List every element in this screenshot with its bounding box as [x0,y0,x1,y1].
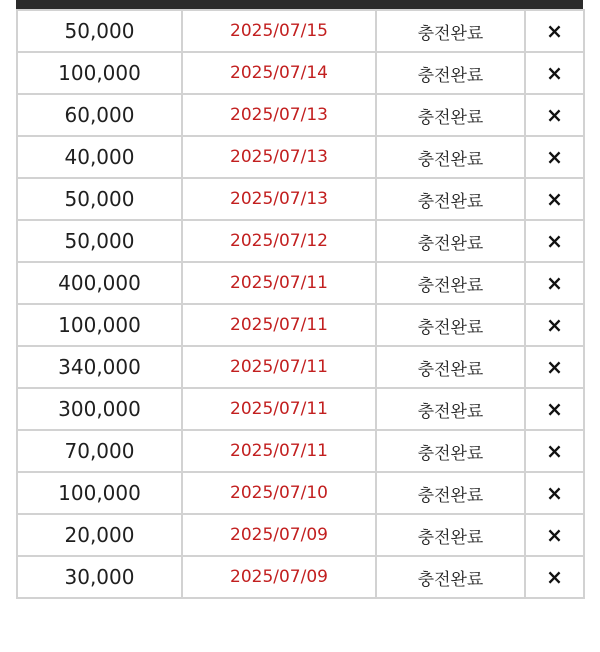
status-cell: 충전완료 [376,346,525,388]
date-cell: 2025/07/11 [182,346,376,388]
table-row [17,556,584,598]
status-cell: 충전완료 [376,262,525,304]
amount-cell: 50,000 [17,10,182,52]
delete-button[interactable] [525,10,584,52]
delete-button[interactable] [525,94,584,136]
delete-button[interactable] [525,304,584,346]
amount-cell: 300,000 [17,388,182,430]
date-cell: 2025/07/12 [182,220,376,262]
delete-button[interactable] [525,178,584,220]
date-cell: 2025/07/14 [182,52,376,94]
date-cell: 2025/07/13 [182,94,376,136]
charge-history-body [17,10,584,598]
delete-button[interactable] [525,430,584,472]
amount-cell: 100,000 [17,52,182,94]
table-row [17,94,584,136]
amount-cell: 30,000 [17,556,182,598]
delete-button[interactable] [525,262,584,304]
status-cell: 충전완료 [376,430,525,472]
date-cell: 2025/07/13 [182,136,376,178]
delete-button[interactable] [525,388,584,430]
close-icon: × [546,19,563,43]
table-row [17,430,584,472]
amount-cell: 340,000 [17,346,182,388]
close-icon: × [546,439,563,463]
table-row [17,220,584,262]
delete-button[interactable] [525,136,584,178]
delete-button[interactable] [525,472,584,514]
date-cell: 2025/07/13 [182,178,376,220]
amount-cell: 100,000 [17,472,182,514]
status-cell: 충전완료 [376,514,525,556]
close-icon: × [546,103,563,127]
status-cell: 충전완료 [376,94,525,136]
table-row [17,388,584,430]
table-row [17,514,584,556]
date-cell: 2025/07/11 [182,262,376,304]
close-icon: × [546,397,563,421]
charge-history-table [16,9,585,599]
status-cell: 충전완료 [376,136,525,178]
table-row [17,10,584,52]
delete-button[interactable] [525,220,584,262]
status-cell: 충전완료 [376,178,525,220]
status-cell: 충전완료 [376,10,525,52]
delete-button[interactable] [525,346,584,388]
table-row [17,304,584,346]
status-cell: 충전완료 [376,472,525,514]
date-cell: 2025/07/11 [182,430,376,472]
table-row [17,472,584,514]
amount-cell: 20,000 [17,514,182,556]
amount-cell: 70,000 [17,430,182,472]
close-icon: × [546,145,563,169]
date-cell: 2025/07/11 [182,304,376,346]
close-icon: × [546,187,563,211]
delete-button[interactable] [525,556,584,598]
close-icon: × [546,313,563,337]
table-row [17,262,584,304]
amount-cell: 40,000 [17,136,182,178]
date-cell: 2025/07/11 [182,388,376,430]
table-row [17,346,584,388]
amount-cell: 50,000 [17,220,182,262]
table-row [17,178,584,220]
status-cell: 충전완료 [376,220,525,262]
table-header-bar [16,0,583,9]
delete-button[interactable] [525,52,584,94]
amount-cell: 400,000 [17,262,182,304]
close-icon: × [546,229,563,253]
close-icon: × [546,481,563,505]
date-cell: 2025/07/09 [182,556,376,598]
close-icon: × [546,523,563,547]
status-cell: 충전완료 [376,556,525,598]
status-cell: 충전완료 [376,304,525,346]
table-row [17,52,584,94]
amount-cell: 100,000 [17,304,182,346]
table-row [17,136,584,178]
close-icon: × [546,271,563,295]
delete-button[interactable] [525,514,584,556]
close-icon: × [546,355,563,379]
date-cell: 2025/07/15 [182,10,376,52]
close-icon: × [546,565,563,589]
date-cell: 2025/07/09 [182,514,376,556]
close-icon: × [546,61,563,85]
amount-cell: 50,000 [17,178,182,220]
amount-cell: 60,000 [17,94,182,136]
status-cell: 충전완료 [376,52,525,94]
date-cell: 2025/07/10 [182,472,376,514]
status-cell: 충전완료 [376,388,525,430]
